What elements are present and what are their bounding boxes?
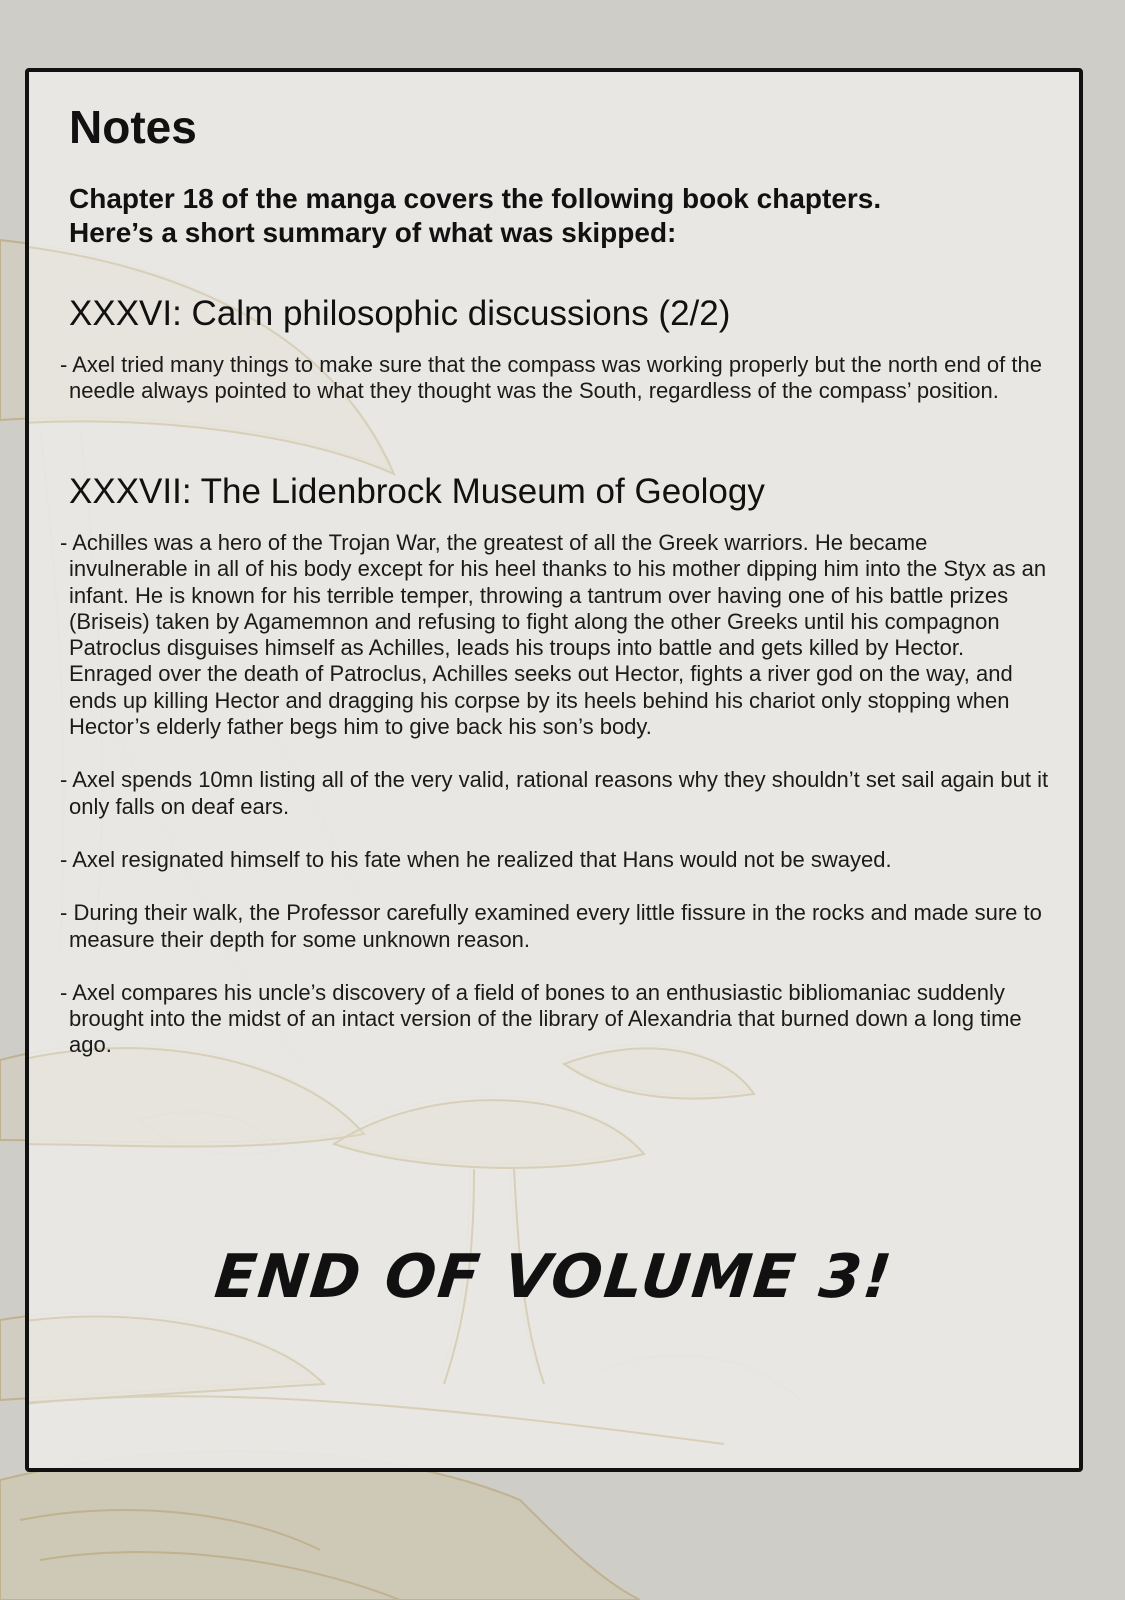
section-xxxvii: [60, 472, 1050, 1059]
summary-bullet: - Achilles was a hero of the Trojan War, the greatest of all the Greek warriors. He became invulnerable in all of his body except for his heel thanks to his mother dipping him into the Styx as an infant. He is known for his terrible temper, throwing a tantrum over having one of his battle prizes (Briseis) taken by Agamemnon and refusing to fight along the other Greeks until his compagnon Patroclus disguises himself as Achilles, leads his troups into battle and gets killed by Hector. Enraged over the death of Patroclus, Achilles seeks out Hector, fights a river god on the way, and ends up killing Hector and dragging his corpse by its heels behind his chariot only stopping when Hector’s elderly father begs him to give back his son’s body.: [60, 530, 1047, 740]
summary-bullet: - During their walk, the Professor carefully examined every little fissure in the rocks and made sure to measure their depth for some unknown reason.: [60, 900, 1042, 952]
intro-line: Chapter 18 of the manga covers the following book chapters.: [69, 183, 882, 214]
page-title: Notes: [69, 101, 197, 153]
intro-text: [69, 182, 1029, 250]
section-heading: XXXVI: Calm philosophic discussions (2/2): [69, 294, 731, 333]
end-of-volume-banner: END OF VOLUME 3!: [211, 1242, 897, 1312]
summary-bullet: - Axel resignated himself to his fate when he realized that Hans would not be swayed.: [60, 846, 892, 872]
intro-line: Here’s a short summary of what was skipped:: [69, 217, 677, 248]
notes-panel: [25, 68, 1083, 1472]
section-heading: XXXVII: The Lidenbrock Museum of Geology: [69, 472, 765, 511]
section-xxxvi: [60, 294, 1050, 405]
summary-bullet: - Axel spends 10mn listing all of the very valid, rational reasons why they shouldn’t set sail again but it only falls on deaf ears.: [60, 767, 1049, 819]
summary-bullet: - Axel compares his uncle’s discovery of a field of bones to an enthusiastic bibliomaniac suddenly brought into the midst of an intact version of the library of Alexandria that burned down a long time ago.: [60, 979, 1022, 1058]
summary-bullet: - Axel tried many things to make sure that the compass was working properly but the north end of the needle always pointed to what they thought was the South, regardless of the compass’ position.: [60, 352, 1042, 404]
